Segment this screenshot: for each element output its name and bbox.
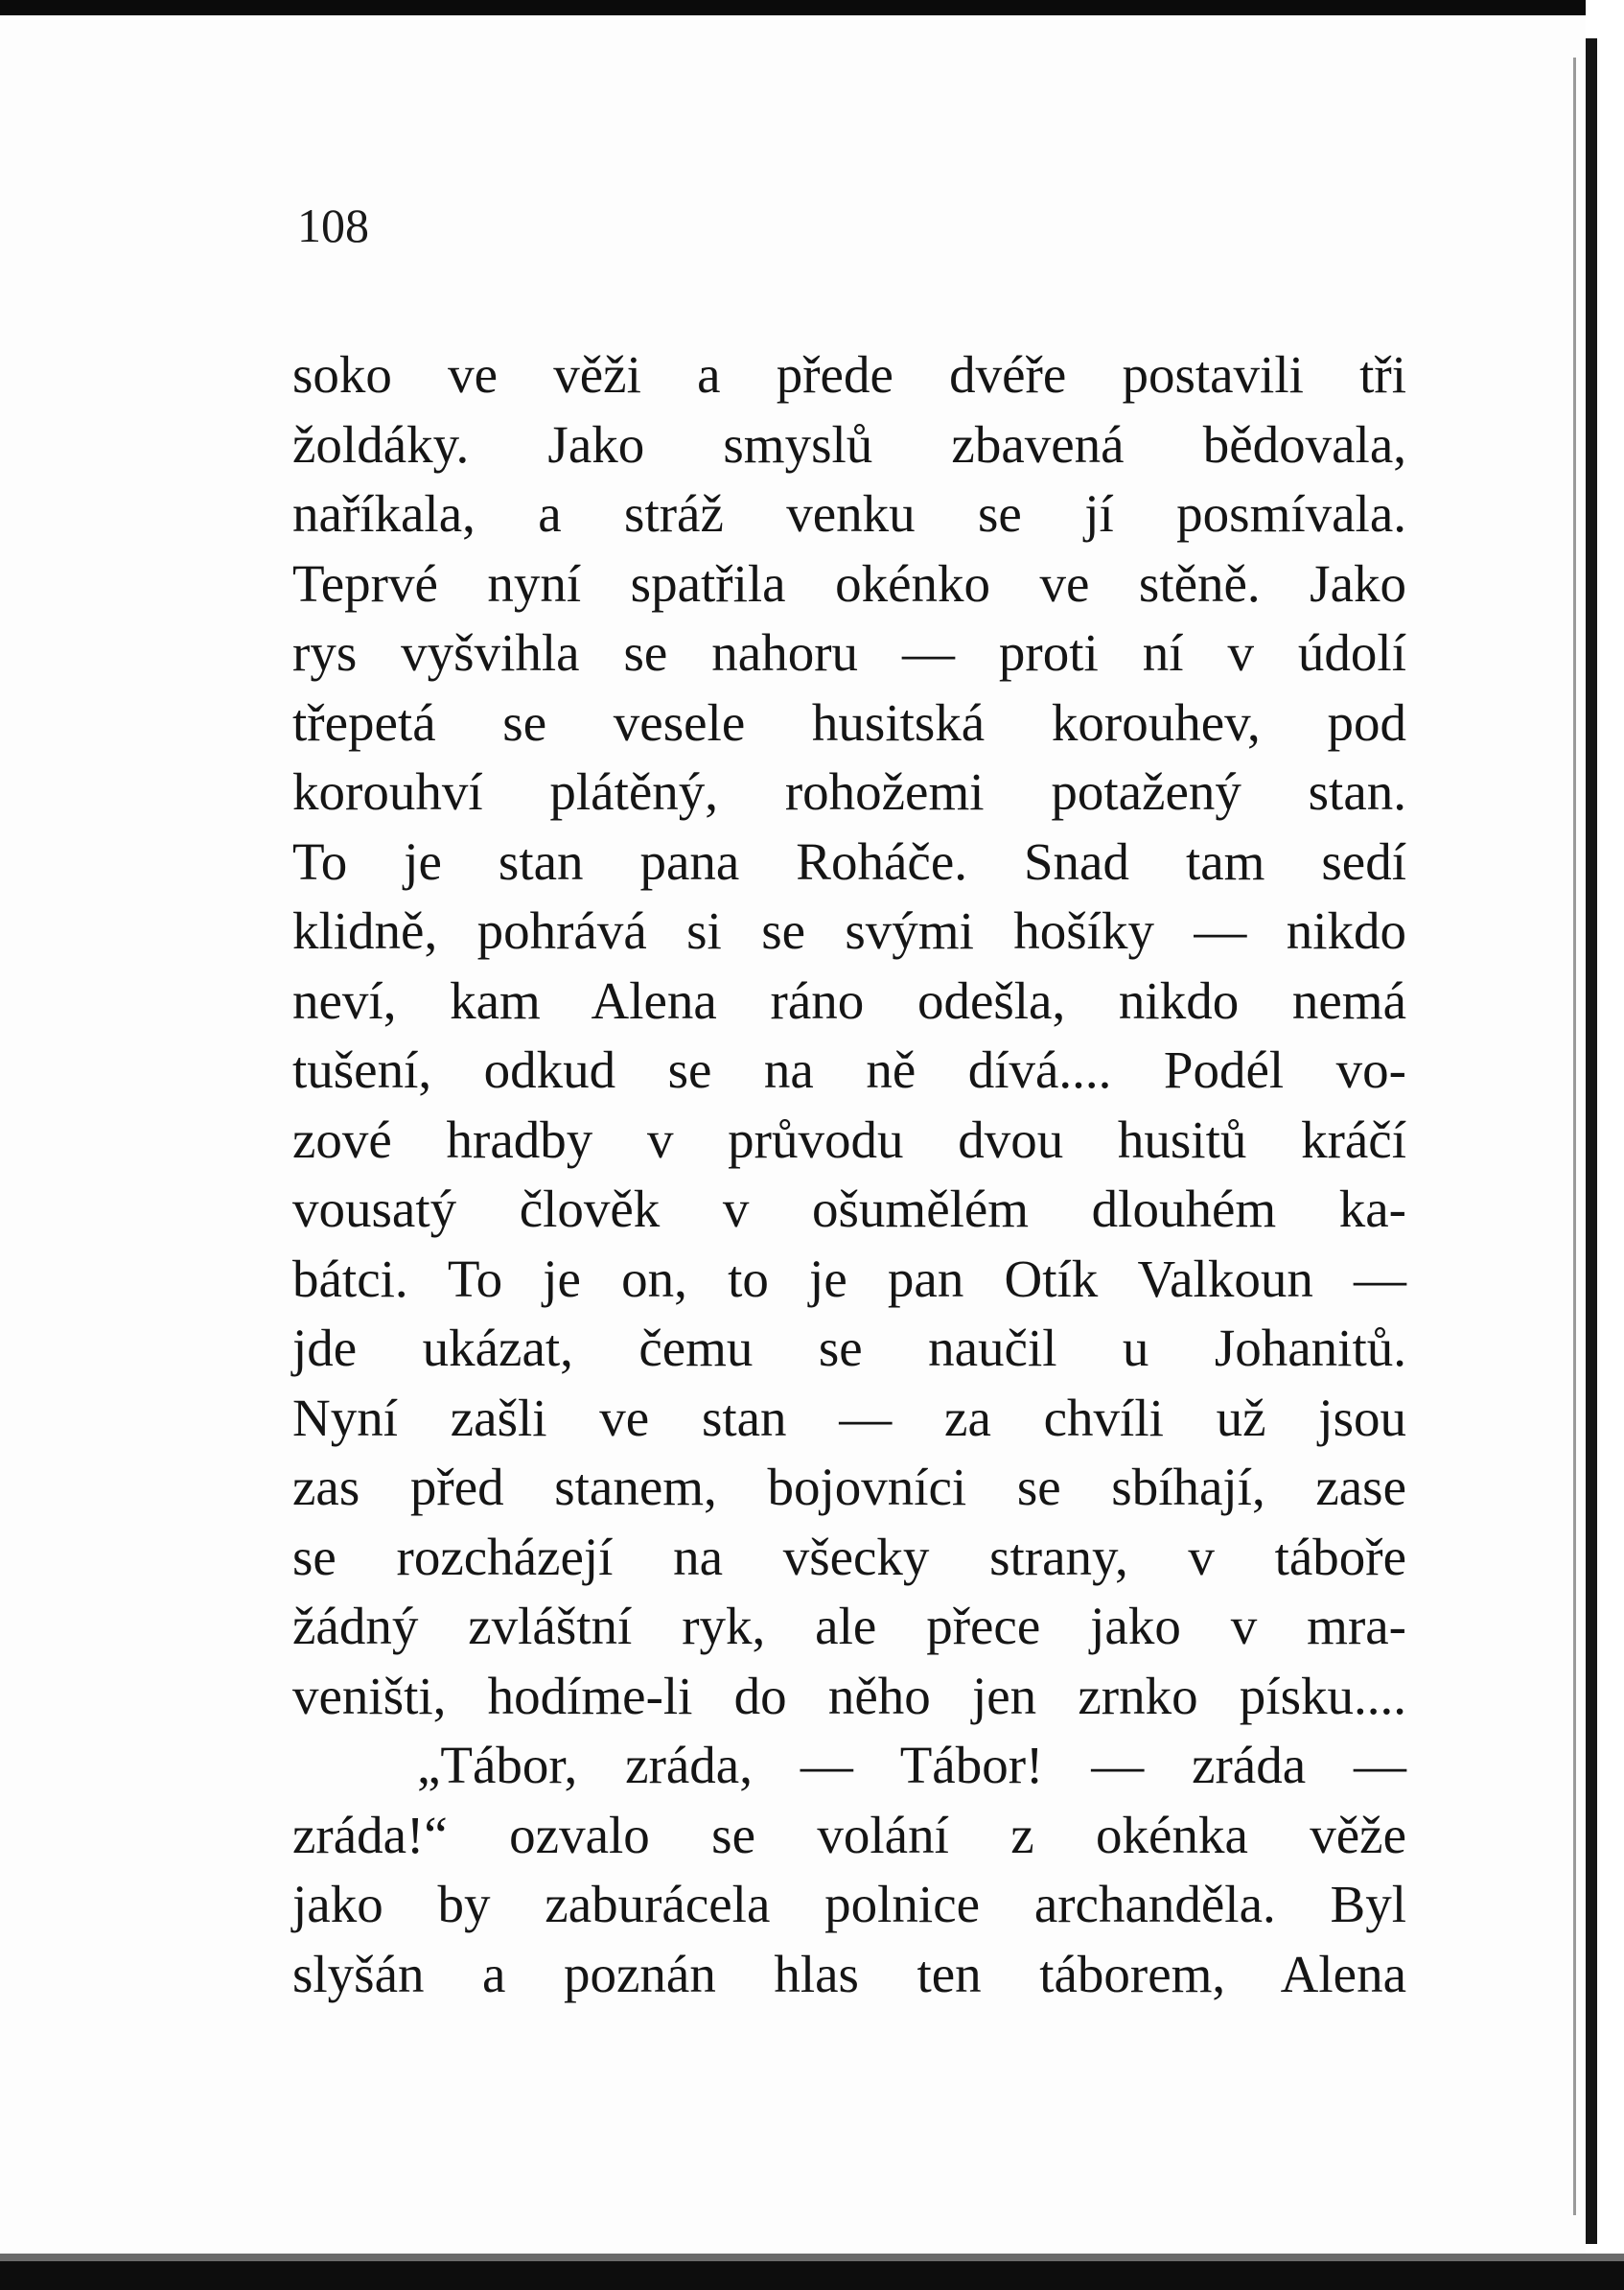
text-line: slyšán a poznán hlas ten táborem, Alena xyxy=(292,1944,1406,2003)
text-line: rys vyšvihla se nahoru — proti ní v údolí xyxy=(292,623,1406,682)
text-line: tušení, odkud se na ně dívá.... Podél vo- xyxy=(292,1040,1406,1099)
text-line: naříkala, a stráž venku se jí posmívala. xyxy=(292,484,1406,543)
scan-border-bottom-shadow xyxy=(0,2254,1624,2261)
text-line: „Tábor, zráda, — Tábor! — zráda — xyxy=(417,1736,1406,1794)
text-line: zráda!“ ozvalo se volání z okénka věže xyxy=(292,1805,1406,1864)
text-line: veništi, hodíme-li do něho jen zrnko písku.... xyxy=(292,1666,1406,1725)
text-line: klidně, pohrává si se svými hošíky — nikdo xyxy=(292,901,1406,960)
text-line: zas před stanem, bojovníci se sbíhají, zase xyxy=(292,1458,1406,1516)
text-line: Teprvé nyní spatřila okénko ve stěně. Jako xyxy=(292,553,1406,613)
text-line: To je stan pana Roháče. Snad tam sedí xyxy=(292,831,1406,891)
text-line: bátci. To je on, to je pan Otík Valkoun — xyxy=(292,1249,1406,1308)
text-line: soko ve věži a přede dvéře postavili tři xyxy=(292,345,1406,404)
text-line: zové hradby v průvodu dvou husitů kráčí xyxy=(292,1110,1406,1169)
text-line: jako by zaburácela polnice archanděla. Byl xyxy=(292,1875,1406,1933)
text-line: se rozcházejí na všecky strany, v táboře xyxy=(292,1527,1406,1586)
text-line: vousatý člověk v ošumělém dlouhém ka- xyxy=(292,1180,1406,1238)
page-number: 108 xyxy=(297,199,369,252)
scan-border-top xyxy=(0,0,1624,15)
text-line: jde ukázat, čemu se naučil u Johanitů. xyxy=(292,1319,1406,1377)
text-line: žádný zvláštní ryk, ale přece jako v mra- xyxy=(292,1597,1406,1655)
body-text xyxy=(292,340,1406,2009)
text-line: neví, kam Alena ráno odešla, nikdo nemá xyxy=(292,970,1406,1030)
scan-border-right-inner xyxy=(1573,58,1576,2215)
text-line: Nyní zašli ve stan — za chvíli už jsou xyxy=(292,1388,1406,1447)
text-line: třepetá se vesele husitská korouhev, pod xyxy=(292,692,1406,752)
text-line: žoldáky. Jako smyslů zbavená bědovala, xyxy=(292,414,1406,474)
scan-border-bottom xyxy=(0,2261,1624,2290)
scan-border-right-shadow xyxy=(1586,38,1597,2244)
text-line: korouhví plátěný, rohožemi potažený stan. xyxy=(292,762,1406,821)
